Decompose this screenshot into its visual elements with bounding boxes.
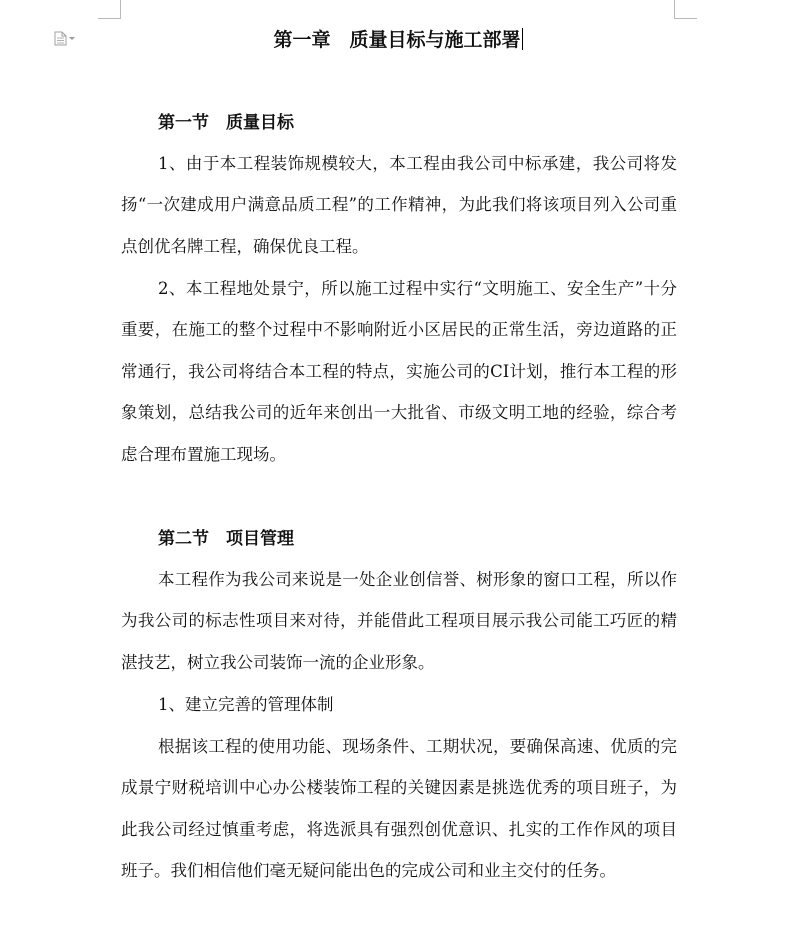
crop-mark-top-left-horizontal [98, 18, 121, 19]
chapter-title[interactable] [120, 26, 676, 54]
chevron-down-icon [69, 37, 75, 40]
section-heading-1: 第一节 质量目标 [158, 113, 294, 133]
section-heading-2: 第二节 项目管理 [158, 529, 294, 549]
paragraph-1-2: 2、本工程地处景宁，所以施工过程中实行“文明施工、安全生产”十分重要，在施工的整个过程中不影响附近小区居民的正常生活，旁边道路的正常通行，我公司将结合本工程的特点，实施公司的CI计划，推行本工程的形象策划，总结我公司的近年来创出一大批省、市级文明工地的经验，综合考虑合理布置施工现场。 [121, 279, 677, 464]
paragraph-2-1: 本工程作为我公司来说是一处企业创信誉、树形象的窗口工程，所以作为我公司的标志性项目来对待，并能借此工程项目展示我公司能工巧匠的精湛技艺，树立我公司装饰一流的企业形象。 [121, 570, 677, 672]
page-icon [54, 31, 67, 46]
text-cursor [522, 28, 523, 50]
document-icon[interactable] [54, 30, 80, 46]
paragraph-2-2: 1、建立完善的管理体制 [158, 695, 334, 714]
paragraph-2-3: 根据该工程的使用功能、现场条件、工期状况，要确保高速、优质的完成景宁财税培训中心办公楼装饰工程的关键因素是挑选优秀的项目班子，为此我公司经过慎重考虑，将选派具有强烈创优意识、扎实的工作作风的项目班子。我们相信他们毫无疑问能出色的完成公司和业主交付的任务。 [121, 737, 677, 881]
paragraph-1-1: 1、由于本工程装饰规模较大，本工程由我公司中标承建，我公司将发扬“一次建成用户满意品质工程”的工作精神，为此我们将该项目列入公司重点创优名牌工程，确保优良工程。 [121, 154, 677, 256]
crop-mark-top-right-vertical [674, 0, 675, 18]
chapter-title-text: 第一章 质量目标与施工部署 [273, 29, 521, 51]
crop-mark-top-right-horizontal [674, 18, 697, 19]
crop-mark-top-left-vertical [120, 0, 121, 18]
